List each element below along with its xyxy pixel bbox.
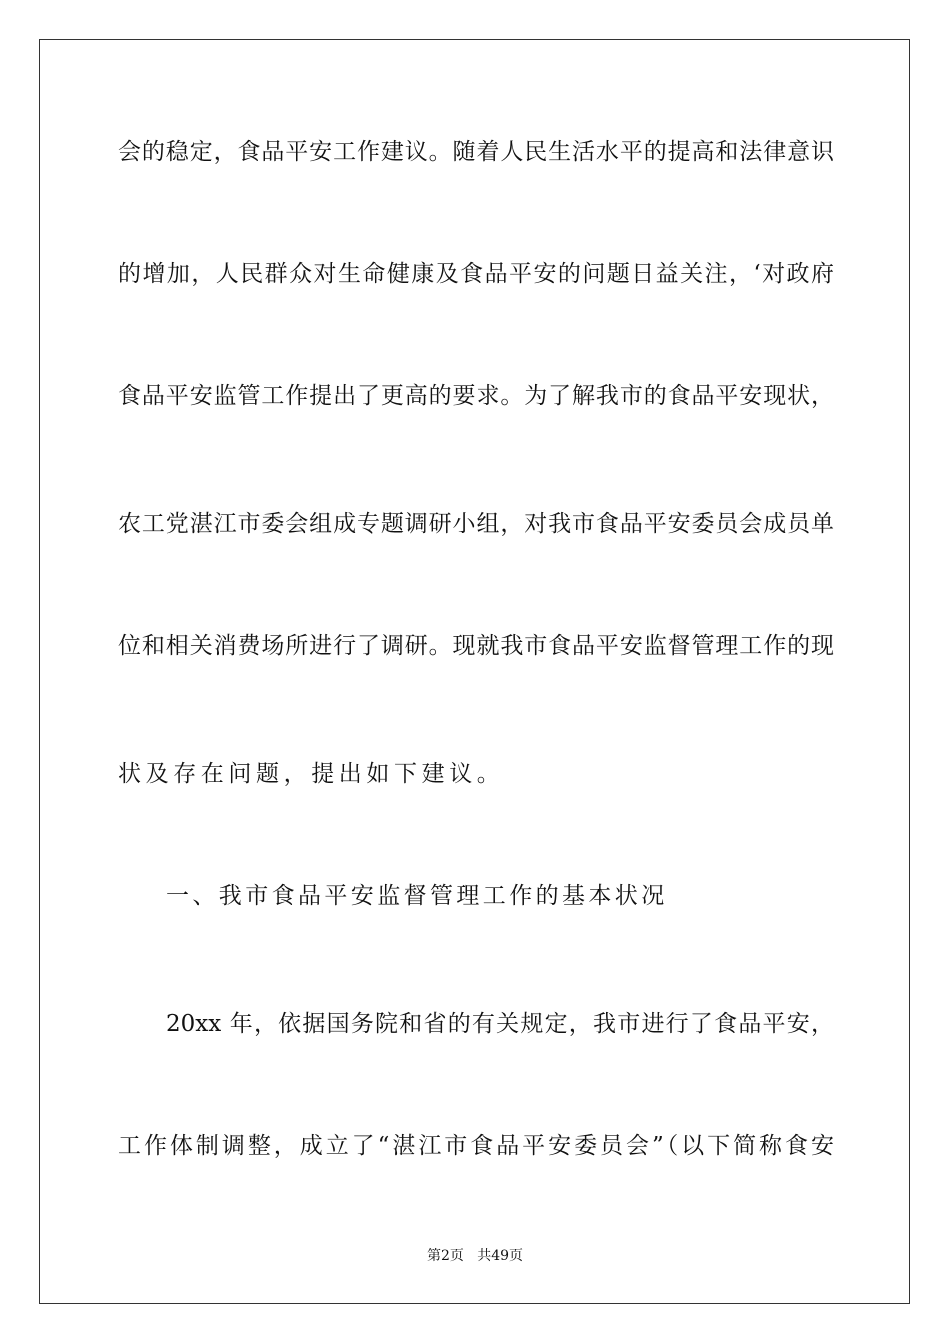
page-number-footer: 第2页 共49页 <box>426 1248 524 1264</box>
text-line: 状及存在问题，提出如下建议。 <box>118 761 505 787</box>
text-line: 工作体制调整，成立了“湛江市食品平安委员会”（以下简称食安 <box>118 1133 834 1159</box>
text-line: 的增加，人民群众对生命健康及食品平安的问题日益关注，‘对政府 <box>118 261 834 287</box>
text-line: 会的稳定，食品平安工作建议。随着人民生活水平的提高和法律意识 <box>118 139 834 165</box>
page-border <box>39 39 910 1304</box>
text-line: 位和相关消费场所进行了调研。现就我市食品平安监督管理工作的现 <box>118 633 834 659</box>
section-heading: 一、我市食品平安监督管理工作的基本状况 <box>166 883 668 909</box>
text-line: 20xx 年，依据国务院和省的有关规定，我市进行了食品平安， <box>166 1011 834 1037</box>
text-line: 食品平安监管工作提出了更高的要求。为了解我市的食品平安现状， <box>118 383 834 409</box>
text-line: 农工党湛江市委会组成专题调研小组，对我市食品平安委员会成员单 <box>118 511 834 537</box>
